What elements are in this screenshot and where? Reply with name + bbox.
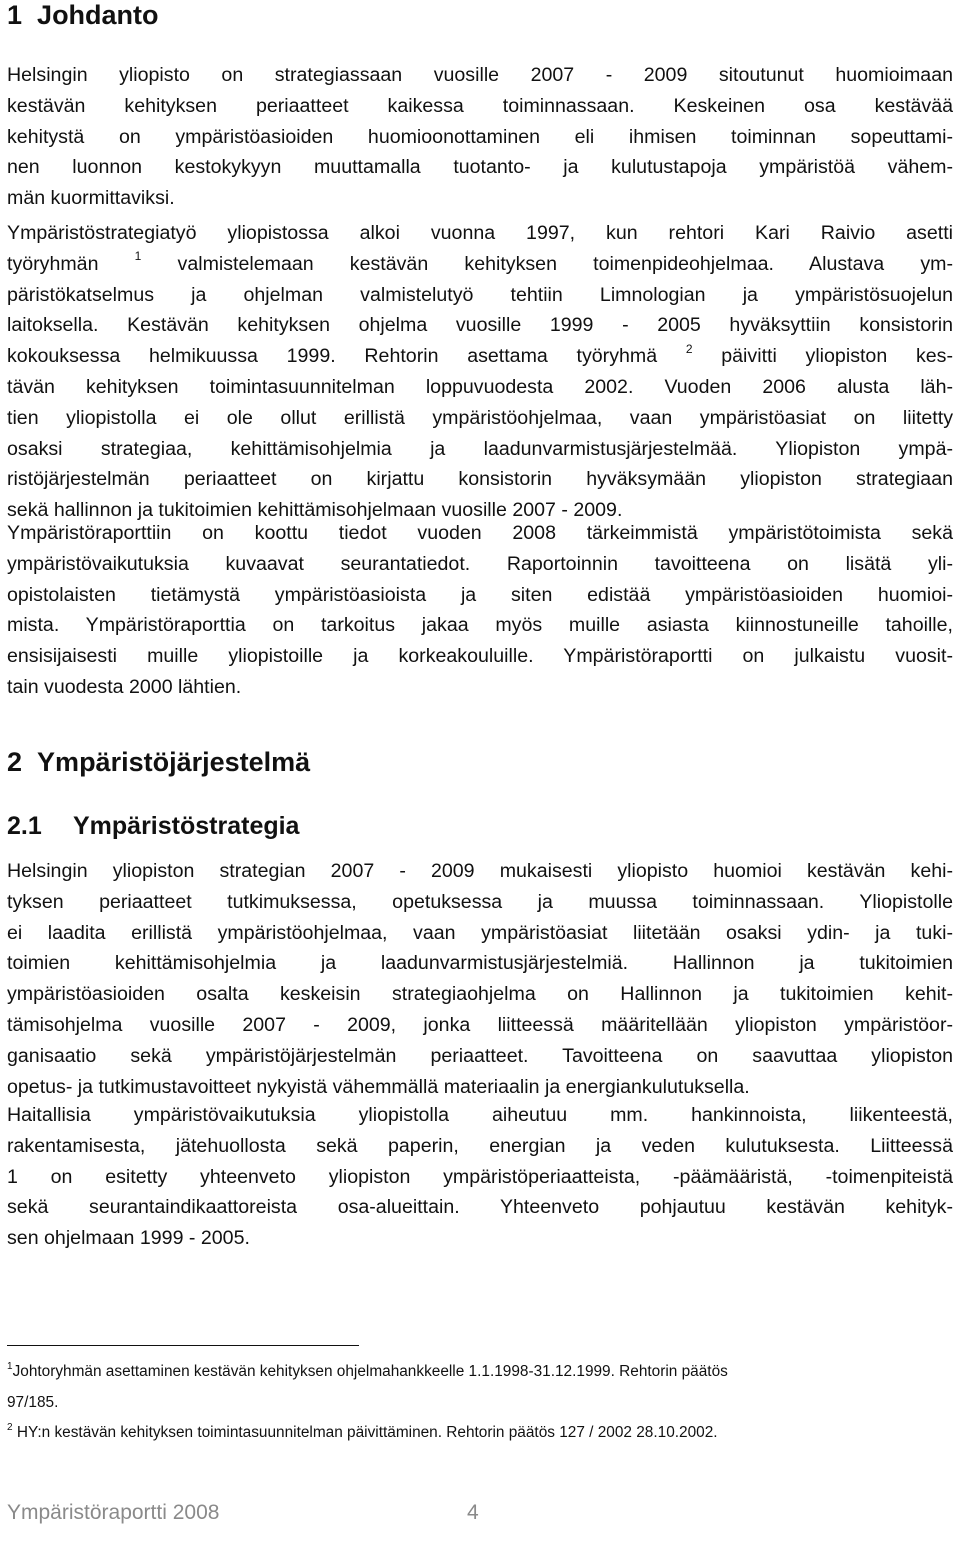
text-line-with-footnote <box>7 249 953 280</box>
text-line: män kuormittaviksi. <box>7 187 175 210</box>
text-line: ristöjärjestelmän periaatteet on kirjattu konsistorin hyväksymään yliopiston strategiaan <box>7 468 953 491</box>
text-line: sen ohjelmaan 1999 - 2005. <box>7 1227 250 1250</box>
text-fragment: valmistelemaan kestävän kehityksen toimenpideohjelmaa. Alustava ym- <box>177 252 953 275</box>
footer-title: Ympäristöraportti 2008 <box>7 1501 220 1524</box>
text-line: tämisohjelma vuosille 2007 - 2009, jonka liitteessä määritellään yliopiston ympäristöor- <box>7 1013 953 1036</box>
paragraph <box>7 218 953 526</box>
heading-title: Ympäristöjärjestelmä <box>37 747 311 777</box>
text-line: mista. Ympäristöraporttia on tarkoitus jakaa myös muille asiasta kiinnostuneille tahoille, <box>7 614 953 637</box>
text-line: ganisaatio sekä ympäristöjärjestelmän periaatteet. Tavoitteena on saavuttaa yliopiston <box>7 1044 953 1067</box>
heading-title: Johdanto <box>37 0 159 30</box>
text-line: tävän kehityksen toimintasuunnitelman loppuvuodesta 2002. Vuoden 2006 alusta läh- <box>7 375 953 398</box>
page-number: 4 <box>467 1501 479 1524</box>
text-line: laitoksella. Kestävän kehityksen ohjelma vuosille 1999 - 2005 hyväksyttiin konsistorin <box>7 314 953 337</box>
heading-johdanto <box>7 0 159 31</box>
footnote-text: Johtoryhmän asettaminen kestävän kehityksen ohjelmahankkeelle 1.1.1998-31.12.1999. Rehtorin päätös <box>12 1363 728 1380</box>
text-line: kestävän kehityksen periaatteet kaikessa toiminnassaan. Keskeinen osa kestävää <box>7 94 953 117</box>
text-fragment: kokouksessa helmikuussa 1999. Rehtorin asettama työryhmä <box>7 345 658 368</box>
text-line-with-footnote <box>7 341 953 372</box>
paragraph <box>7 60 953 214</box>
footnote-separator <box>7 1345 359 1346</box>
paragraph <box>7 1100 953 1254</box>
text-line: opistolaisten tietämystä ympäristöasioista ja siten edistää ympäristöasioiden huomioi- <box>7 583 953 606</box>
text-line: Ympäristöstrategiatyö yliopistossa alkoi vuonna 1997, kun rehtori Kari Raivio asetti <box>7 222 953 244</box>
page-footer <box>7 1501 479 1525</box>
heading-number: 2 <box>7 747 23 777</box>
heading-ymparistostrategia <box>7 812 299 841</box>
text-line: 1 on esitetty yhteenveto yliopiston ympäristöperiaatteista, -päämääristä, -toimenpiteistä <box>7 1165 953 1188</box>
heading-title: Ympäristöstrategia <box>73 812 300 840</box>
text-line: sekä seurantaindikaattoreista osa-alueittain. Yhteenveto pohjautuu kestävän kehityk- <box>7 1196 953 1219</box>
text-line: ympäristövaikutuksia kuvaavat seurantatiedot. Raportoinnin tavoitteena on lisätä yli- <box>7 552 953 575</box>
text-line: toimien kehittämisohjelmia ja laadunvarmistusjärjestelmiä. Hallinnon ja tukitoimien <box>7 952 953 975</box>
text-line: ei laadita erillistä ympäristöohjelmaa, vaan ympäristöasiat liitetään osaksi ydin- ja tuki- <box>7 921 953 944</box>
text-line: kehitystä on ympäristöasioiden huomioonottaminen eli ihmisen toiminnan sopeuttami- <box>7 125 953 148</box>
text-line: tain vuodesta 2000 lähtien. <box>7 675 242 698</box>
text-fragment: päivitti yliopiston kes- <box>721 345 953 368</box>
footnote-text: HY:n kestävän kehityksen toimintasuunnitelman päivittäminen. Rehtorin päätös 127 / 2002 28.10.2002. <box>12 1424 718 1441</box>
text-line: Helsingin yliopisto on strategiassaan vuosille 2007 - 2009 sitoutunut huomioimaan <box>7 64 953 86</box>
heading-number: 2.1 <box>7 812 42 840</box>
text-fragment: työryhmän <box>7 252 99 275</box>
text-line: ensisijaisesti muille yliopistoille ja korkeakouluille. Ympäristöraportti on julkaistu vuosit- <box>7 645 953 668</box>
text-line: tyksen periaatteet tutkimuksessa, opetuksessa ja muussa toiminnassaan. Yliopistolle <box>7 890 953 913</box>
footnote-2 <box>7 1423 718 1443</box>
footnote-marker: 2 <box>7 1421 13 1433</box>
footnote-ref: 2 <box>685 341 693 356</box>
heading-ymparistojarjestelma <box>7 747 310 778</box>
text-line: tien yliopistolla ei ole ollut erillistä ympäristöohjelmaa, vaan ympäristöasiat on liitetty <box>7 406 953 429</box>
text-line: sekä hallinnon ja tukitoimien kehittämisohjelmaan vuosille 2007 - 2009. <box>7 499 623 522</box>
footnote-text: 97/185. <box>7 1394 59 1411</box>
footnote-ref: 1 <box>134 249 142 264</box>
footnote-1-continued <box>7 1393 58 1413</box>
footnote-1 <box>7 1362 728 1382</box>
text-line: osaksi strategiaa, kehittämisohjelmia ja laadunvarmistusjärjestelmää. Yliopiston ympä- <box>7 437 953 460</box>
text-line: päristökatselmus ja ohjelman valmistelutyö tehtiin Limnologian ja ympäristösuojelun <box>7 283 953 306</box>
text-line: opetus- ja tutkimustavoitteet nykyistä vähemmällä materiaalin ja energiankulutuksella. <box>7 1075 750 1098</box>
heading-number: 1 <box>7 0 23 30</box>
text-line: rakentamisesta, jätehuollosta sekä paperin, energian ja veden kulutuksesta. Liitteessä <box>7 1134 953 1157</box>
text-line: Haitallisia ympäristövaikutuksia yliopistolla aiheutuu mm. hankinnoista, liikenteestä, <box>7 1104 953 1126</box>
paragraph <box>7 856 953 1102</box>
text-line: Ympäristöraporttiin on koottu tiedot vuoden 2008 tärkeimmistä ympäristötoimista sekä <box>7 522 953 544</box>
text-line: nen luonnon kestokykyyn muuttamalla tuotanto- ja kulutustapoja ympäristöä vähem- <box>7 156 953 179</box>
text-line: ympäristöasioiden osalta keskeisin strategiaohjelma on Hallinnon ja tukitoimien kehit- <box>7 983 953 1006</box>
paragraph <box>7 518 953 703</box>
footnote-marker: 1 <box>7 1360 13 1372</box>
text-line: Helsingin yliopiston strategian 2007 - 2009 mukaisesti yliopisto huomioi kestävän kehi- <box>7 860 953 882</box>
